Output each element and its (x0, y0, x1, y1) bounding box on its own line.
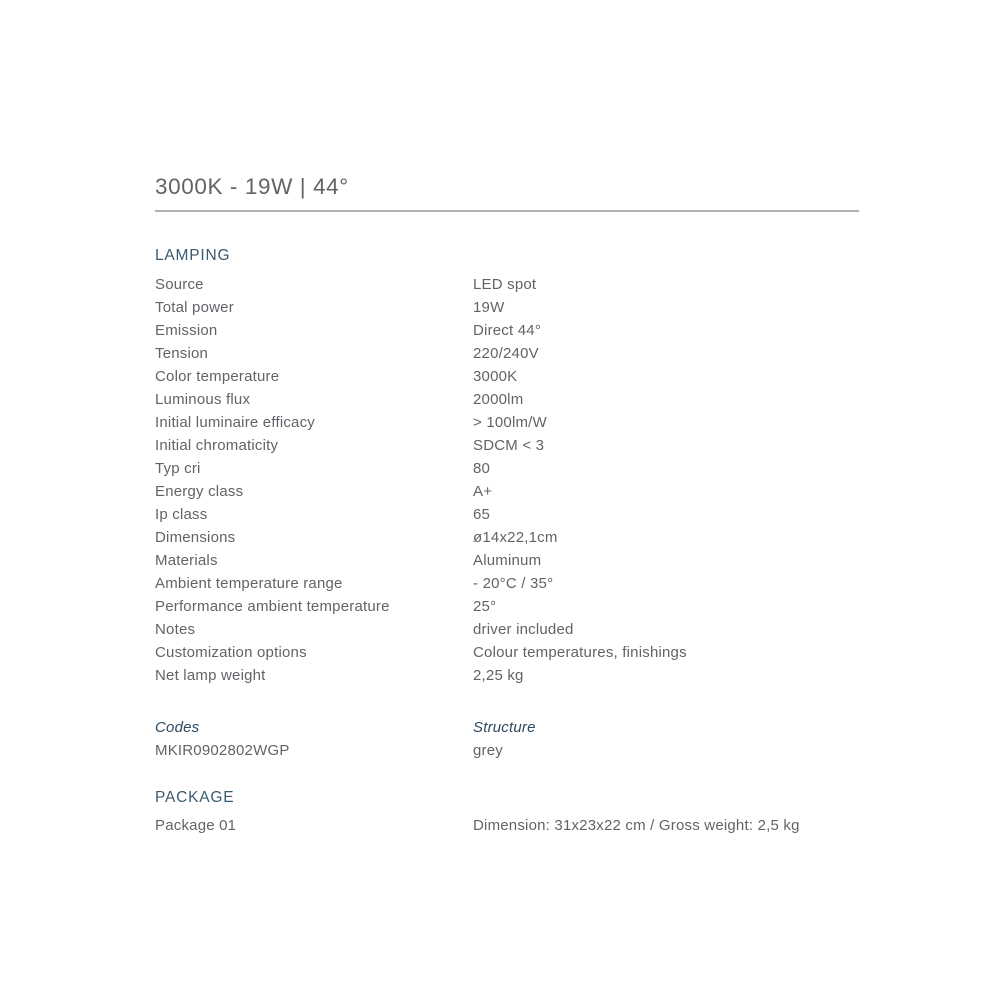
spec-row-customization-options (155, 641, 859, 664)
spec-label: Tension (155, 345, 209, 362)
spec-value: Aluminum (473, 552, 542, 569)
package-value: Dimension: 31x23x22 cm / Gross weight: 2,5 kg (473, 817, 800, 834)
spec-value: LED spot (473, 276, 537, 293)
spec-row-tension (155, 342, 859, 365)
spec-label: Ip class (155, 506, 208, 523)
spec-label: Emission (155, 322, 218, 339)
lamping-spec-table (155, 273, 859, 687)
spec-value: Direct 44° (473, 322, 542, 339)
spec-row-color-temperature (155, 365, 859, 388)
structure-header: Structure (473, 719, 536, 736)
package-label: Package 01 (155, 817, 237, 834)
spec-row-materials (155, 549, 859, 572)
spec-row-notes (155, 618, 859, 641)
spec-value: 25° (473, 598, 497, 615)
spec-label: Luminous flux (155, 391, 251, 408)
spec-row-luminous-flux (155, 388, 859, 411)
spec-label: Energy class (155, 483, 244, 500)
codes-header-row (155, 716, 859, 739)
spec-value: 80 (473, 460, 491, 477)
spec-row-typ-cri (155, 457, 859, 480)
spec-sheet (155, 174, 859, 837)
spec-label: Initial chromaticity (155, 437, 279, 454)
spec-value: 2000lm (473, 391, 524, 408)
spec-label: Total power (155, 299, 234, 316)
spec-row-dimensions (155, 526, 859, 549)
spec-value: 19W (473, 299, 505, 316)
spec-row-performance-ambient-temperature (155, 595, 859, 618)
spec-label: Color temperature (155, 368, 280, 385)
spec-value: 220/240V (473, 345, 539, 362)
spec-row-ambient-temperature-range (155, 572, 859, 595)
structure-value: grey (473, 742, 503, 759)
spec-value: 65 (473, 506, 491, 523)
spec-label: Source (155, 276, 204, 293)
spec-value: driver included (473, 621, 574, 638)
title-divider (155, 210, 859, 212)
spec-label: Typ cri (155, 460, 201, 477)
spec-label: Materials (155, 552, 218, 569)
package-section-header: PACKAGE (155, 789, 235, 806)
codes-section (155, 716, 859, 762)
spec-value: ø14x22,1cm (473, 529, 558, 546)
spec-row-net-lamp-weight (155, 664, 859, 687)
spec-value: A+ (473, 483, 493, 500)
spec-row-initial-chromaticity (155, 434, 859, 457)
product-code: MKIR0902802WGP (155, 742, 290, 759)
codes-header: Codes (155, 719, 200, 736)
spec-value: > 100lm/W (473, 414, 547, 431)
spec-label: Notes (155, 621, 196, 638)
spec-value: 3000K (473, 368, 518, 385)
spec-label: Performance ambient temperature (155, 598, 390, 615)
spec-label: Net lamp weight (155, 667, 266, 684)
spec-value: 2,25 kg (473, 667, 524, 684)
package-row (155, 814, 859, 837)
spec-value: - 20°C / 35° (473, 575, 554, 592)
spec-label: Ambient temperature range (155, 575, 343, 592)
spec-label: Dimensions (155, 529, 236, 546)
spec-value: SDCM < 3 (473, 437, 545, 454)
spec-row-ip-class (155, 503, 859, 526)
spec-row-total-power (155, 296, 859, 319)
page-title: 3000K - 19W | 44° (155, 174, 349, 199)
spec-label: Customization options (155, 644, 307, 661)
package-table (155, 814, 859, 837)
spec-row-source (155, 273, 859, 296)
lamping-section-header: LAMPING (155, 247, 231, 264)
codes-value-row (155, 739, 859, 762)
spec-label: Initial luminaire efficacy (155, 414, 315, 431)
spec-row-emission (155, 319, 859, 342)
spec-value: Colour temperatures, finishings (473, 644, 687, 661)
spec-row-energy-class (155, 480, 859, 503)
spec-row-initial-luminaire-efficacy (155, 411, 859, 434)
